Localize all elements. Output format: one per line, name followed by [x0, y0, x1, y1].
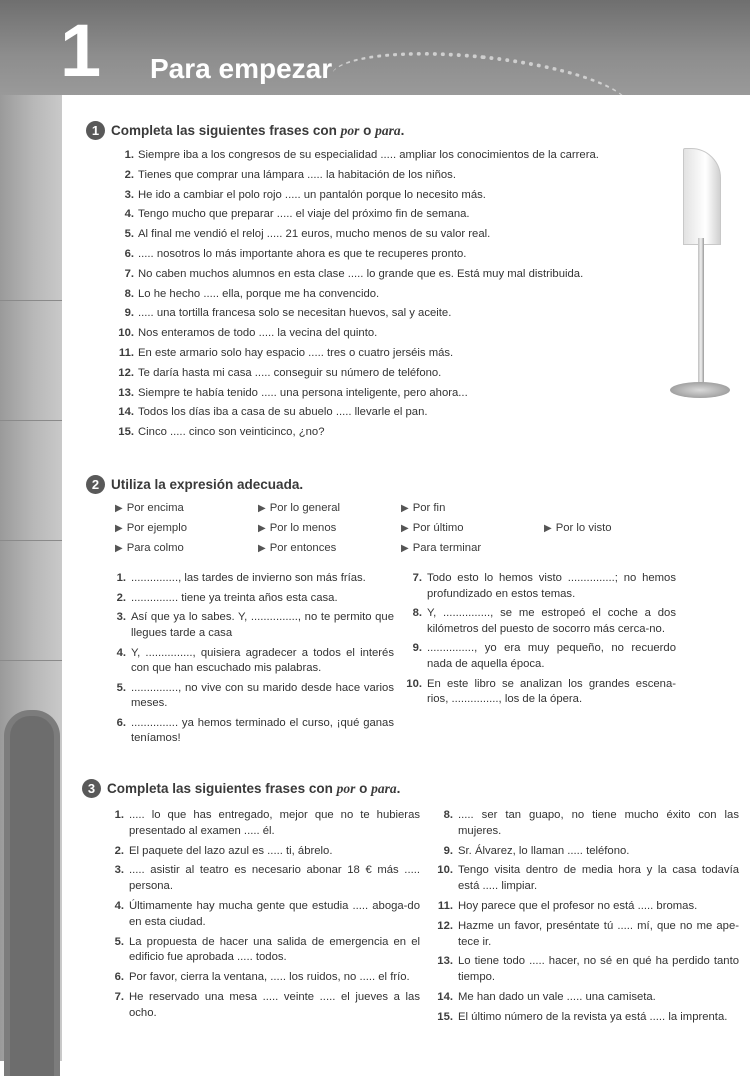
expression-option: ▶ Para terminar — [401, 542, 482, 554]
lamp-illustration — [665, 148, 735, 408]
exercise-item — [117, 367, 657, 387]
exercise-item — [437, 919, 739, 951]
item-text: ..... nosotros lo más importante ahora es que te recuperes pronto. — [138, 247, 467, 260]
item-text: ............... ya hemos terminado el curso, ¡qué ganas teníamos! — [131, 716, 394, 745]
exercise-item — [406, 677, 676, 708]
item-number: 12. — [118, 366, 134, 379]
item-text: Todo esto lo hemos visto ...............; no hemos profundizado en estos temas. — [427, 572, 676, 600]
exercise-item — [117, 307, 657, 327]
item-number: 5. — [124, 228, 134, 241]
item-number: 2. — [124, 168, 134, 181]
exercise-item — [108, 808, 420, 840]
item-text: Siempre iba a los congresos de su especialidad ..... ampliar los conocimientos de la carrera. — [138, 149, 599, 161]
exercise-item — [112, 571, 394, 587]
exercise-item — [437, 954, 739, 986]
exercise-item — [117, 426, 657, 446]
exercise-item — [108, 863, 420, 895]
exercise-item — [437, 844, 739, 860]
expression-option: ▶ Por ejemplo — [115, 522, 187, 534]
item-text: Tengo visita dentro de media hora y la casa todavía está ..... limpiar. — [458, 864, 739, 893]
item-number: 13. — [437, 955, 453, 968]
exercise-item — [437, 990, 739, 1006]
exercise-item — [108, 935, 420, 967]
exercise-3-right-column — [437, 808, 739, 1030]
item-text: Por favor, cierra la ventana, ..... los ruidos, no ..... el frío. — [129, 971, 410, 984]
exercise-item — [112, 610, 394, 641]
item-number: 1. — [116, 572, 126, 584]
item-text: Últimamente hay mucha gente que estudia ..... aboga-do en esta ciudad. — [129, 899, 420, 928]
exercise-item — [108, 970, 420, 986]
item-number: 7. — [124, 267, 134, 280]
exercise-item — [108, 899, 420, 931]
item-number: 8. — [443, 809, 453, 821]
exercise-2-left-column — [112, 571, 394, 751]
exercise-item — [117, 208, 657, 228]
item-text: Cinco ..... cinco son veinticinco, ¿no? — [138, 426, 325, 439]
item-number: 15. — [118, 426, 134, 439]
exercise-item — [406, 571, 676, 602]
church-arch — [4, 710, 60, 1076]
item-text: Siempre te había tenido ..... una persona inteligente, pero ahora... — [138, 386, 468, 399]
exercise-item — [437, 808, 739, 840]
item-number: 15. — [437, 1010, 453, 1023]
exercise-number-badge: 1 — [86, 121, 105, 140]
item-text: Hazme un favor, preséntate tú ..... mí, que no me ape-tece ir. — [458, 919, 739, 948]
item-text: He ido a cambiar el polo rojo ..... un pantalón porque lo necesito más. — [138, 188, 486, 201]
exercise-item — [108, 990, 420, 1022]
expression-option: ▶ Por entonces — [258, 542, 337, 554]
item-text: El paquete del lazo azul es ..... ti, ábrelo. — [129, 844, 333, 857]
exercise-2-header — [86, 475, 303, 494]
item-number: 3. — [124, 188, 134, 201]
item-number: 4. — [114, 899, 124, 912]
item-text: ..... una tortilla francesa solo se necesitan huevos, sal y aceite. — [138, 307, 452, 320]
item-number: 4. — [124, 208, 134, 221]
expression-option: ▶ Por lo visto — [544, 522, 612, 534]
item-text: ..............., no vive con su marido desde hace varios meses. — [131, 681, 394, 710]
item-number: 9. — [412, 642, 422, 655]
item-number: 2. — [116, 591, 126, 604]
item-number: 6. — [116, 716, 126, 729]
item-text: No caben muchos alumnos en esta clase ..... lo grande que es. Está muy mal distribuida. — [138, 267, 584, 280]
item-number: 10. — [437, 864, 453, 877]
exercise-title: Completa las siguientes frases con por o para. — [107, 780, 401, 796]
item-number: 10. — [406, 677, 422, 690]
exercise-item — [112, 681, 394, 712]
item-number: 4. — [116, 646, 126, 659]
item-text: Me han dado un vale ..... una camiseta. — [458, 990, 656, 1003]
item-number: 2. — [114, 844, 124, 857]
item-number: 14. — [118, 406, 134, 419]
exercise-3-header — [82, 779, 400, 798]
item-number: 5. — [116, 681, 126, 694]
item-number: 9. — [124, 307, 134, 320]
item-number: 3. — [114, 864, 124, 877]
item-text: Tienes que comprar una lámpara ..... la habitación de los niños. — [138, 168, 456, 181]
item-number: 1. — [124, 149, 134, 161]
exercise-item — [117, 347, 657, 367]
item-number: 12. — [437, 919, 453, 932]
item-number: 11. — [437, 899, 453, 912]
exercise-item — [117, 288, 657, 308]
exercise-item — [406, 606, 676, 637]
expression-option: ▶ Por lo menos — [258, 522, 337, 534]
stone-course — [0, 540, 62, 541]
item-text: En este armario solo hay espacio ..... tres o cuatro jerséis más. — [138, 346, 454, 359]
expression-option: ▶ Por fin — [401, 502, 446, 514]
stone-course — [0, 420, 62, 421]
exercise-item — [108, 844, 420, 860]
item-number: 14. — [437, 990, 453, 1003]
expression-option: ▶ Por encima — [115, 502, 184, 514]
expression-option: ▶ Por lo general — [258, 502, 341, 514]
exercise-item — [117, 327, 657, 347]
exercise-item — [117, 248, 657, 268]
item-number: 7. — [114, 990, 124, 1003]
exercise-item — [117, 169, 657, 189]
item-text: Y, ..............., quisiera agradecer a todos el interés con que han escuchado mis palabras. — [131, 646, 394, 675]
item-text: Te daría hasta mi casa ..... conseguir su número de teléfono. — [138, 366, 442, 379]
expression-option: ▶ Por último — [401, 522, 464, 534]
item-text: La propuesta de hacer una salida de emergencia en el edificio fue aprobada ..... todos. — [129, 935, 420, 964]
exercise-title: Completa las siguientes frases con por o para. — [111, 122, 405, 138]
exercise-item — [406, 641, 676, 672]
item-text: He reservado una mesa ..... veinte ..... el jueves a las ocho. — [129, 990, 420, 1019]
item-text: Hoy parece que el profesor no está ..... bromas. — [458, 899, 698, 912]
exercise-item — [112, 716, 394, 747]
exercise-item — [117, 228, 657, 248]
exercise-number-badge: 2 — [86, 475, 105, 494]
exercise-number-badge: 3 — [82, 779, 101, 798]
item-text: El último número de la revista ya está ..... la imprenta. — [458, 1010, 728, 1023]
item-number: 6. — [114, 971, 124, 984]
exercise-item — [117, 149, 657, 169]
item-text: ..... asistir al teatro es necesario abonar 18 € más ..... persona. — [129, 864, 420, 893]
item-text: Así que ya lo sabes. Y, ..............., no te permito que llegues tarde a casa — [131, 611, 394, 639]
item-text: ..............., las tardes de invierno son más frías. — [131, 572, 366, 584]
item-text: Sr. Álvarez, lo llaman ..... teléfono. — [458, 844, 630, 857]
exercise-item — [112, 646, 394, 677]
exercise-2-right-column — [406, 571, 676, 712]
item-number: 6. — [124, 247, 134, 260]
item-text: Tengo mucho que preparar ..... el viaje del próximo fin de semana. — [138, 208, 470, 221]
item-number: 8. — [412, 607, 422, 620]
unit-title: Para empezar — [150, 53, 333, 84]
item-number: 7. — [412, 572, 422, 584]
item-number: 1. — [114, 809, 124, 821]
exercise-item — [437, 1010, 739, 1026]
item-number: 5. — [114, 935, 124, 948]
exercise-title: Utiliza la expresión adecuada. — [111, 477, 304, 492]
item-text: ............... tiene ya treinta años esta casa. — [131, 591, 338, 604]
exercise-3-left-column — [108, 808, 420, 1026]
item-text: Lo he hecho ..... ella, porque me ha convencido. — [138, 287, 380, 300]
exercise-item — [112, 591, 394, 607]
exercise-item — [117, 406, 657, 426]
stone-course — [0, 660, 62, 661]
item-number: 10. — [118, 327, 134, 340]
exercise-1-header — [86, 121, 404, 140]
item-text: Y, ..............., se me estropeó el coche a dos kilómetros del puesto de socorro más cerca-no. — [427, 607, 676, 635]
item-text: En este libro se analizan los grandes escena-rios, ..............., los de la ópera. — [427, 677, 676, 706]
exercise-item — [437, 899, 739, 915]
exercise-item — [117, 268, 657, 288]
item-text: ..............., yo era muy pequeño, no recuerdo nada de aquella época. — [427, 642, 676, 670]
item-text: ..... lo que has entregado, mejor que no te hubieras presentado al examen ..... él. — [129, 809, 420, 837]
item-text: Nos enteramos de todo ..... la vecina del quinto. — [138, 327, 378, 340]
item-number: 3. — [116, 611, 126, 624]
exercise-1-list — [117, 149, 657, 446]
unit-number: 1 — [60, 9, 100, 92]
item-text: Al final me vendió el reloj ..... 21 euros, mucho menos de su valor real. — [138, 228, 491, 241]
item-number: 11. — [118, 346, 134, 359]
exercise-item — [117, 189, 657, 209]
item-number: 9. — [443, 844, 453, 857]
item-text: Lo tiene todo ..... hacer, no sé en qué ha perdido tanto tiempo. — [458, 955, 739, 984]
item-number: 13. — [118, 386, 134, 399]
item-text: ..... ser tan guapo, no tiene mucho éxito con las mujeres. — [458, 809, 739, 837]
stone-course — [0, 300, 62, 301]
exercise-item — [117, 387, 657, 407]
exercise-item — [437, 863, 739, 895]
item-number: 8. — [124, 287, 134, 300]
item-text: Todos los días iba a casa de su abuelo ..... llevarle el pan. — [138, 406, 428, 419]
expression-option: ▶ Para colmo — [115, 542, 184, 554]
